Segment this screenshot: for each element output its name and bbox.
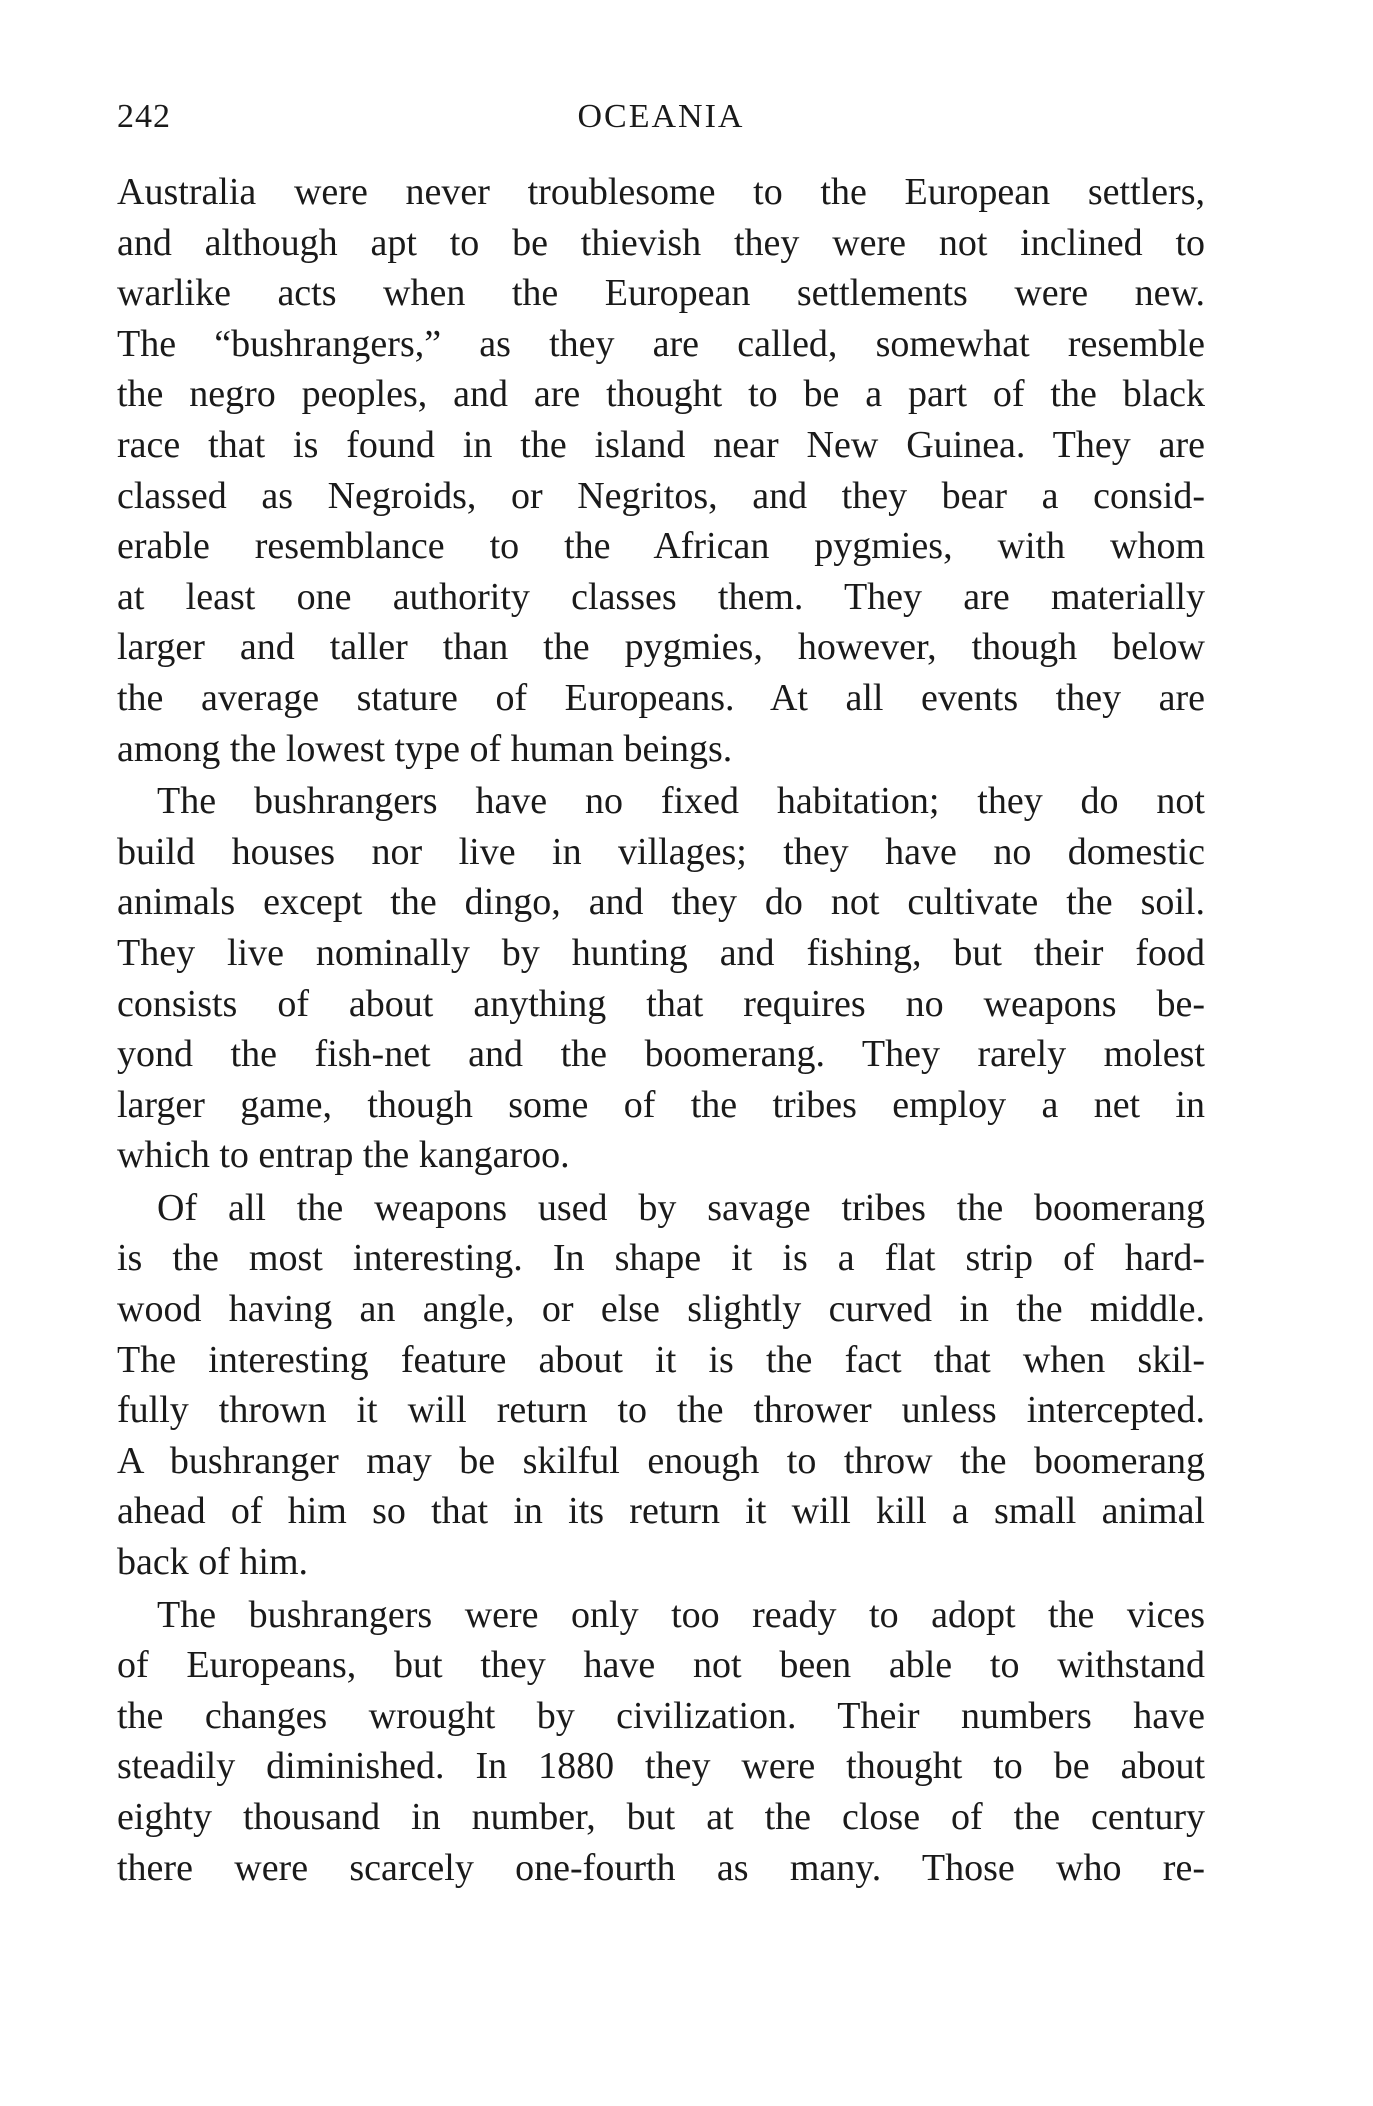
text-line: The interesting feature about it is the fact that when skil- [117, 1338, 1205, 1381]
text-line: there were scarcely one-fourth as many. Those who re- [117, 1846, 1205, 1889]
text-line: consists of about anything that requires no weapons be- [117, 982, 1205, 1025]
text-line: They live nominally by hunting and fishing, but their food [117, 931, 1205, 974]
text-line: larger and taller than the pygmies, however, though below [117, 626, 1205, 669]
text-line: steadily diminished. In 1880 they were thought to be about [117, 1745, 1205, 1788]
text-line: build houses nor live in villages; they have no domestic [117, 830, 1205, 873]
text-line: The “bushrangers,” as they are called, somewhat resemble [117, 322, 1205, 365]
text-line: A bushranger may be skilful enough to throw the boomerang [117, 1439, 1205, 1482]
paragraph-3 [117, 1183, 1205, 1588]
text-line: is the most interesting. In shape it is a flat strip of hard- [117, 1237, 1205, 1280]
text-line: yond the fish-net and the boomerang. They rarely molest [117, 1033, 1205, 1076]
paragraph-4 [117, 1590, 1205, 1894]
text-line: fully thrown it will return to the thrower unless intercepted. [117, 1389, 1205, 1432]
text-line: the average stature of Europeans. At all events they are [117, 676, 1205, 719]
page-number: 242 [117, 98, 171, 135]
text-line: wood having an angle, or else slightly curved in the middle. [117, 1288, 1205, 1331]
text-line: of Europeans, but they have not been able to withstand [117, 1644, 1205, 1687]
text-line: the negro peoples, and are thought to be a part of the black [117, 373, 1205, 416]
text-line: among the lowest type of human beings. [117, 727, 733, 770]
text-line: back of him. [117, 1541, 309, 1584]
running-head [117, 92, 1205, 142]
paragraph-1 [117, 167, 1205, 774]
running-title: OCEANIA [577, 98, 745, 135]
text-line: race that is found in the island near New Guinea. They are [117, 423, 1205, 466]
text-line: animals except the dingo, and they do not cultivate the soil. [117, 881, 1205, 924]
text-line: erable resemblance to the African pygmies, with whom [117, 525, 1205, 568]
text-line: classed as Negroids, or Negritos, and they bear a consid- [117, 474, 1205, 517]
text-line: larger game, though some of the tribes employ a net in [117, 1083, 1205, 1126]
text-line: the changes wrought by civilization. Their numbers have [117, 1694, 1205, 1737]
text-line: eighty thousand in number, but at the close of the century [117, 1796, 1205, 1838]
text-line: ahead of him so that in its return it will kill a small animal [117, 1490, 1205, 1533]
text-line: which to entrap the kangaroo. [117, 1134, 570, 1177]
paragraph-2 [117, 776, 1205, 1181]
text-line: and although apt to be thievish they were not inclined to [117, 221, 1205, 264]
text-line: warlike acts when the European settlements were new. [117, 272, 1205, 315]
text-line: The bushrangers were only too ready to adopt the vices [157, 1593, 1205, 1636]
text-line: Of all the weapons used by savage tribes the boomerang [157, 1186, 1205, 1229]
text-line: at least one authority classes them. They are materially [117, 575, 1205, 618]
text-line: Australia were never troublesome to the European settlers, [117, 171, 1205, 213]
body-text [117, 167, 1205, 1893]
text-line: The bushrangers have no fixed habitation; they do not [157, 780, 1205, 823]
